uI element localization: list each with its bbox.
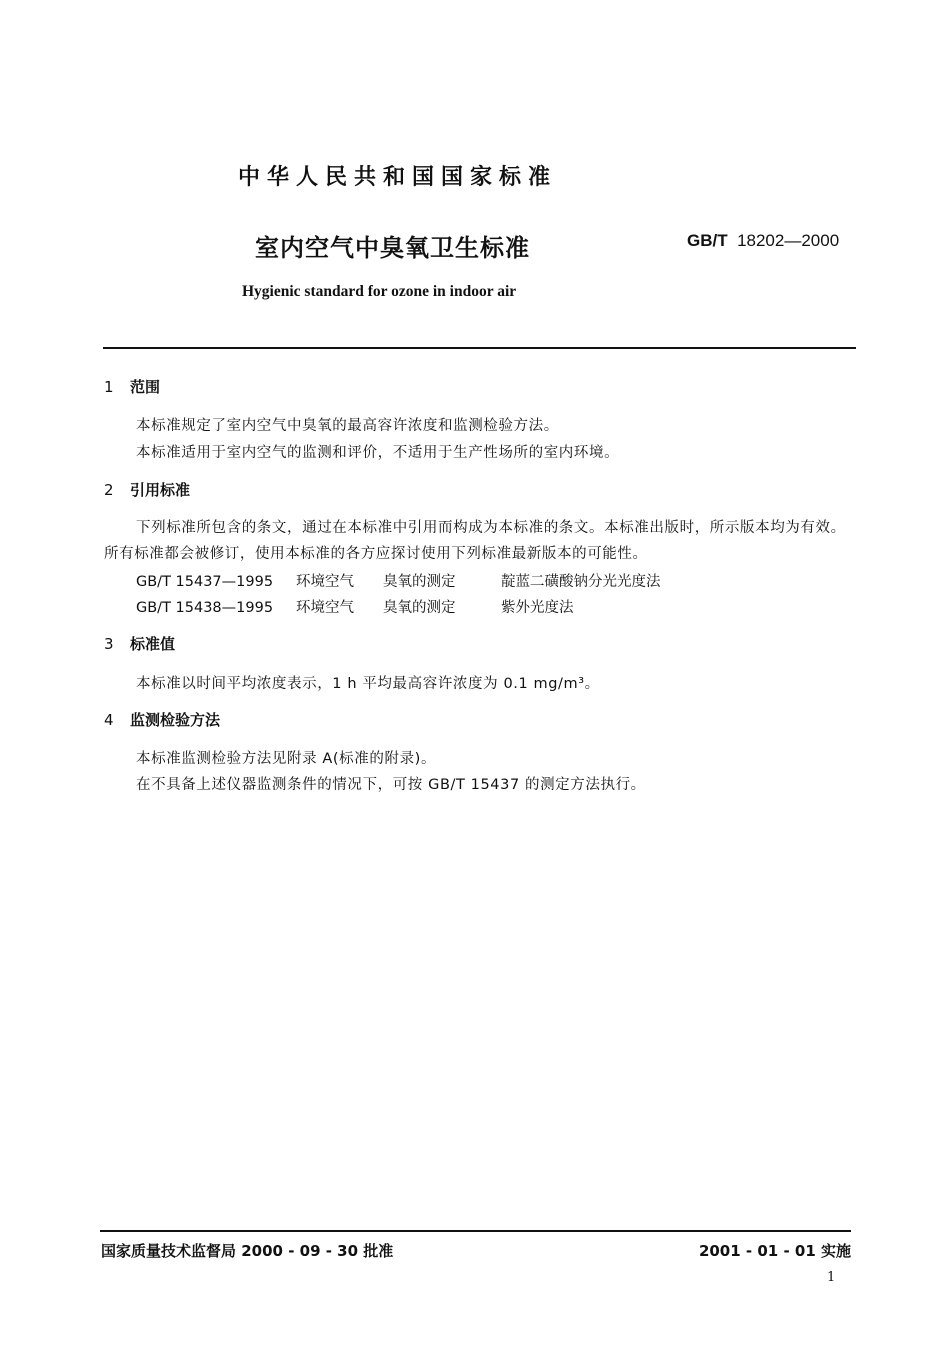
reference-item <box>136 596 574 617</box>
header-divider <box>103 347 856 349</box>
section-number: 1 <box>104 378 114 396</box>
section-title: 标准值 <box>130 635 176 653</box>
effective-date: 2001 - 01 - 01 实施 <box>698 1242 851 1260</box>
footer-divider <box>100 1230 851 1232</box>
paragraph: 下列标准所包含的条文，通过在本标准中引用而构成为本标准的条文。本标准出版时，所示版本均为有效。所有标准都会被修订，使用本标准的各方应探讨使用下列标准最新版本的可能性。 <box>104 520 846 562</box>
reference-item <box>136 570 661 591</box>
approval-date: 国家质量技术监督局 2000 - 09 - 30 批准 <box>101 1242 394 1260</box>
paragraph: 本标准监测检验方法见附录 A(标准的附录)。 <box>136 751 437 767</box>
paragraph: 本标准适用于室内空气的监测和评价，不适用于生产性场所的室内环境。 <box>136 445 620 461</box>
paragraph: 本标准以时间平均浓度表示，1 h 平均最高容许浓度为 0.1 mg/m³。 <box>136 676 600 692</box>
standard-code-prefix: GB/T <box>687 231 728 250</box>
reference-code: GB/T 15438—1995 <box>136 600 274 616</box>
section-number: 2 <box>104 481 114 499</box>
section-number: 3 <box>104 635 114 653</box>
section-title: 引用标准 <box>130 481 191 499</box>
reference-subject: 臭氧的测定 <box>383 574 456 590</box>
reference-subject: 臭氧的测定 <box>383 600 456 616</box>
section-4-heading <box>104 709 220 730</box>
national-standard-heading: 中华人民共和国国家标准 <box>237 165 557 190</box>
section-number: 4 <box>104 711 114 729</box>
reference-method: 靛蓝二磺酸钠分光光度法 <box>501 574 661 590</box>
reference-field: 环境空气 <box>296 574 354 590</box>
document-title-cn: 室内空气中臭氧卫生标准 <box>255 234 530 262</box>
section-2-heading <box>104 479 190 500</box>
reference-method: 紫外光度法 <box>501 600 574 616</box>
reference-field: 环境空气 <box>296 600 354 616</box>
page-number: 1 <box>827 1270 836 1285</box>
standard-code-number: 18202—2000 <box>737 231 840 250</box>
paragraph: 本标准规定了室内空气中臭氧的最高容许浓度和监测检验方法。 <box>136 418 559 434</box>
section-1-heading <box>104 376 160 397</box>
section-title: 监测检验方法 <box>130 711 221 729</box>
reference-code: GB/T 15437—1995 <box>136 574 274 590</box>
paragraph: 在不具备上述仪器监测条件的情况下，可按 GB/T 15437 的测定方法执行。 <box>136 777 646 793</box>
section-3-heading <box>104 633 175 654</box>
section-title: 范围 <box>130 378 161 396</box>
standard-code <box>687 231 839 251</box>
document-title-en: Hygienic standard for ozone in indoor air <box>242 283 517 300</box>
